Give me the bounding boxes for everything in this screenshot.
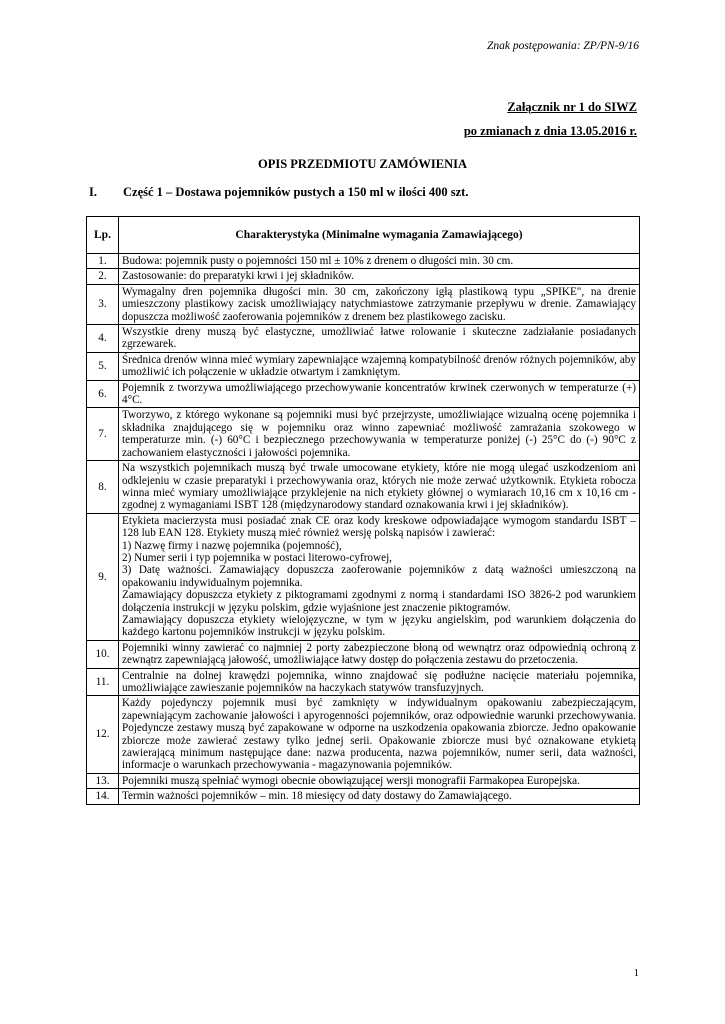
description-line: Centralnie na dolnej krawędzi pojemnika, winno znajdować się podłużne nacięcie materiału pojemnika, umożliwiające zawieszanie pojemników na haczykach statywów transfuzyjnych. bbox=[122, 669, 636, 694]
row-number: 4. bbox=[87, 325, 119, 353]
description-line: Zamawiający dopuszcza etykiety z piktogramami zgodnymi z normą i standardami ISO 3826-2 pod warunkiem dołączenia instrukcji w języku polskim, gdzie wyjaśnione jest znaczenie piktogramów. bbox=[122, 589, 636, 614]
section-number: I. bbox=[89, 185, 97, 199]
amendment-date: po zmianach z dnia 13.05.2016 r. bbox=[463, 124, 637, 138]
row-description bbox=[119, 773, 640, 788]
table-row bbox=[87, 380, 640, 408]
table-row bbox=[87, 789, 640, 804]
description-line: Każdy pojedynczy pojemnik musi być zamknięty w indywidualnym opakowaniu zabezpieczającym, zapewniającym zachowanie jałowości i apyrogenności pojemników, oraz odpowiednie warunki przechowywania. Pojedyncze zestawy muszą być zapakowane w odporne na uszkodzenia opakowania zbiorcze. Jedno opakowanie zbiorcze może zawierać zestawy tylko jednej serii. Opakowanie zbiorcze musi być oznakowane etykietą zawierającą minimum następujące dane: nazwa producenta, nazwa pojemników, numer serii, data ważności, informacje o warunkach przechowywania - magazynowania pojemników. bbox=[122, 697, 636, 772]
table-row bbox=[87, 696, 640, 773]
row-description bbox=[119, 284, 640, 324]
row-number: 11. bbox=[87, 668, 119, 696]
description-line: 3) Datę ważności. Zamawiający dopuszcza zaoferowanie pojemników z datą ważności umieszczoną na opakowaniu indywidualnym pojemnika. bbox=[122, 564, 636, 589]
section-heading bbox=[89, 185, 468, 200]
row-description bbox=[119, 513, 640, 640]
table-row bbox=[87, 254, 640, 269]
description-line: Pojemnik z tworzywa umożliwiającego przechowywanie koncentratów krwinek czerwonych w temperaturze (+) 4°C. bbox=[122, 381, 636, 407]
description-line: Termin ważności pojemników – min. 18 miesięcy od daty dostawy do Zamawiającego. bbox=[122, 790, 512, 803]
row-number: 10. bbox=[87, 640, 119, 668]
table-row bbox=[87, 284, 640, 324]
table-row bbox=[87, 269, 640, 284]
description-line: Wymagalny dren pojemnika długości min. 30 cm, zakończony igłą plastikową typu „SPIKE", na drenie umieszczony plastikowy zacisk umożliwiający natychmiastowe zatrzymanie przepływu w drenie. Zamawiający dopuszcza możliwość zaoferowania pojemników z drenem bez plastikowego zacisku. bbox=[122, 285, 636, 323]
specification-table bbox=[86, 216, 640, 805]
row-description bbox=[119, 380, 640, 408]
table-row bbox=[87, 352, 640, 380]
table-row bbox=[87, 513, 640, 640]
row-description bbox=[119, 352, 640, 380]
row-description bbox=[119, 789, 640, 804]
row-description bbox=[119, 461, 640, 514]
description-line: Zamawiający dopuszcza etykiety wielojęzyczne, w tym w języku angielskim, pod warunkiem dołączenia do każdego kartonu pojemników instrukcji w języku polskim. bbox=[122, 613, 636, 639]
table-header-row bbox=[87, 217, 640, 254]
row-number: 7. bbox=[87, 408, 119, 461]
description-line: Średnica drenów winna mieć wymiary zapewniające wzajemną kompatybilność drenów różnych pojemników, aby umożliwić ich połączenie w układzie otwartym i zamkniętym. bbox=[122, 353, 636, 379]
section-title: Część 1 – Dostawa pojemników pustych a 150 ml w ilości 400 szt. bbox=[123, 185, 469, 199]
row-number: 8. bbox=[87, 461, 119, 514]
row-number: 12. bbox=[87, 696, 119, 773]
table-row bbox=[87, 408, 640, 461]
description-line: Budowa: pojemnik pusty o pojemności 150 ml ± 10% z drenem o długości min. 30 cm. bbox=[122, 255, 514, 267]
attachment-label: Załącznik nr 1 do SIWZ bbox=[507, 100, 637, 114]
row-description bbox=[119, 640, 640, 668]
description-line: Na wszystkich pojemnikach muszą być trwale umocowane etykiety, które nie mogą ulegać uszkodzeniom ani odklejeniu w czasie preparatyki i przechowywania oraz, których nie może zerwać użytkownik. Etykieta robocza winna mieć wymiary umożliwiające przyklejenie na nich etykiety głównej o wymiarach 10,16 cm x 10,16 cm - zgodnej z wymaganiami ISBT 128 (międzynarodowy standard oznakowania krwi i jej składników). bbox=[122, 462, 636, 512]
description-line: Etykieta macierzysta musi posiadać znak CE oraz kody kreskowe odpowiadające wymogom standardu ISBT – 128 lub EAN 128. Etykiety muszą mieć również wersję polską napisów i zawierać: bbox=[122, 514, 636, 540]
column-header-lp: Lp. bbox=[87, 217, 119, 254]
row-number: 2. bbox=[87, 269, 119, 284]
description-line: 2) Numer serii i typ pojemnika w postaci literowo-cyfrowej, bbox=[122, 551, 392, 564]
row-number: 6. bbox=[87, 380, 119, 408]
row-number: 13. bbox=[87, 773, 119, 788]
description-line: Wszystkie dreny muszą być elastyczne, umożliwiać łatwe rolowanie i skuteczne zadziałanie posiadanych zgrzewarek. bbox=[122, 326, 636, 351]
row-number: 1. bbox=[87, 254, 119, 269]
column-header-characteristics: Charakterystyka (Minimalne wymagania Zamawiającego) bbox=[119, 217, 640, 254]
description-line: Pojemniki muszą spełniać wymogi obecnie obowiązującej wersji monografii Farmakopea Europejska. bbox=[122, 774, 580, 787]
table-row bbox=[87, 773, 640, 788]
page-number: 1 bbox=[633, 968, 639, 979]
row-description bbox=[119, 325, 640, 353]
description-line: 1) Nazwę firmy i nazwę pojemnika (pojemność), bbox=[122, 539, 342, 552]
row-number: 3. bbox=[87, 284, 119, 324]
table-row bbox=[87, 668, 640, 696]
row-description bbox=[119, 254, 640, 269]
row-description bbox=[119, 668, 640, 696]
row-description bbox=[119, 269, 640, 284]
table-row bbox=[87, 640, 640, 668]
document-title: OPIS PRZEDMIOTU ZAMÓWIENIA bbox=[257, 157, 468, 171]
description-line: Tworzywo, z którego wykonane są pojemniki musi być przejrzyste, umożliwiające wizualną ocenę pojemnika i składnika znajdującego się w pojemniku oraz winno zapewniać możliwość zamrażania szokowego w temperaturze min. (-) 60°C i bezpiecznego przechowywania w temperaturze poniżej (-) 25°C do (-) 90°C z zachowaniem elastyczności i jałowości pojemnika. bbox=[122, 409, 636, 459]
row-number: 5. bbox=[87, 352, 119, 380]
description-line: Pojemniki winny zawierać co najmniej 2 porty zabezpieczone błoną od wewnątrz oraz odpowiednią ochroną z zewnątrz zapewniającą jałowość, umożliwiające łatwy dostęp do połączenia zestawu do przetoczenia. bbox=[122, 641, 636, 667]
table-row bbox=[87, 461, 640, 514]
description-line: Zastosowanie: do preparatyki krwi i jej składników. bbox=[122, 270, 354, 283]
table-row bbox=[87, 325, 640, 353]
row-description bbox=[119, 408, 640, 461]
row-description bbox=[119, 696, 640, 773]
document-reference: Znak postępowania: ZP/PN-9/16 bbox=[486, 40, 639, 52]
row-number: 9. bbox=[87, 513, 119, 640]
row-number: 14. bbox=[87, 789, 119, 804]
